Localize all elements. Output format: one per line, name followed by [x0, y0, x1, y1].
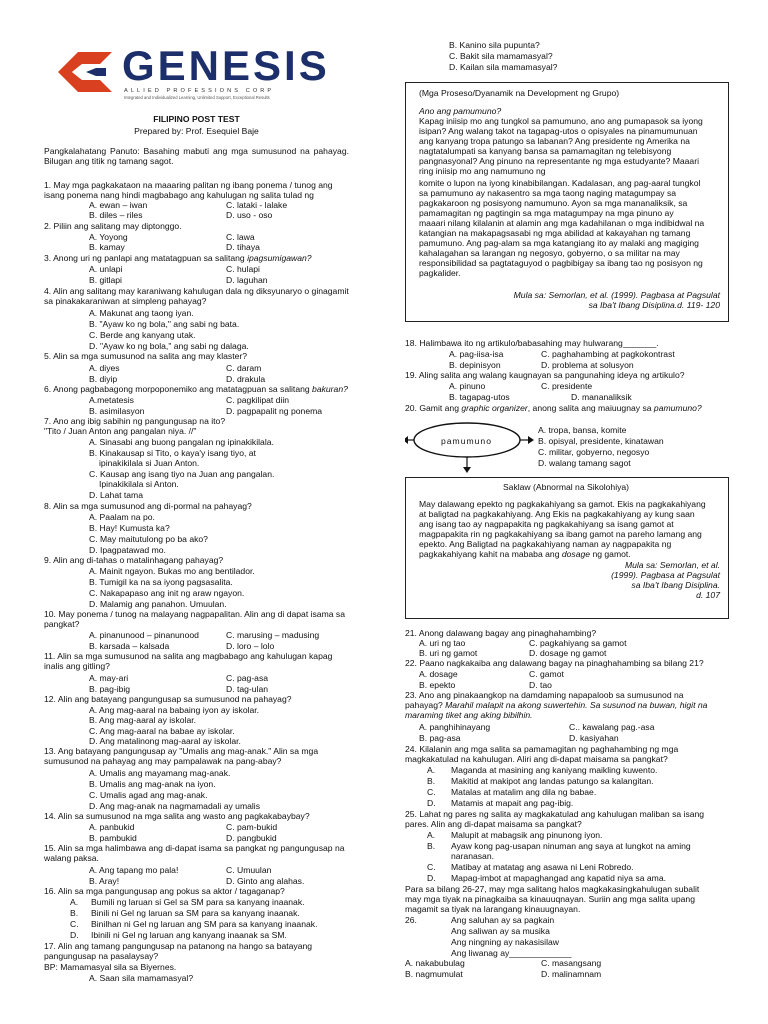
q26-option-a[interactable]: A. nakabubulag — [405, 958, 465, 968]
q3-option-a[interactable]: A. unlapi — [89, 264, 123, 274]
q15-text: 15. Alin sa mga halimbawa ang di-dapat isama sa pangkat ng pangungusap na — [44, 843, 345, 853]
q16-option-d[interactable]: Ibinili ni Gel ng laruan ang kanyang inaanak sa SM. — [91, 930, 287, 940]
box2-citation-4: d. 107 — [696, 590, 720, 600]
q13-text: 13. Ang batayang pangungusap ay "Umalis ang mag-anak." Alin sa mga — [44, 746, 319, 756]
q3-text: 3. Anong uri ng panlapi ang matatagpuan sa salitang ipagsumigawan? — [44, 253, 312, 263]
q12-text: 12. Alin ang batayang pangungusap sa sumusunod na pahayag? — [44, 694, 292, 704]
q12-option-a[interactable]: A. Ang mag-aaral na babaing iyon ay iskolar. — [89, 705, 260, 715]
q20-text: 20. Gamit ang graphic organizer, anong salita ang maiuugnay sa pamumuno? — [405, 403, 702, 413]
q11-text: 11. Alin sa mga sumusunod na salita ang magbabago ang kahulugan kapag — [44, 651, 333, 661]
q16-option-c[interactable]: Binilhan ni Gel ng laruan ang SM para sa kanyang inaanak. — [91, 919, 318, 929]
q7-text: 7. Ano ang ibig sabihin ng pangungusap na ito? — [44, 416, 226, 426]
q18-option-d[interactable]: D. problema at solusyon — [541, 360, 634, 370]
q13-option-a[interactable]: A. Umalis ang mayamang mag-anak. — [89, 768, 231, 778]
q7-quote: "Tito / Juan Anton ang pangalan niya. //" — [44, 426, 197, 436]
box1-line: kahalagahan sa larangan ng negosyo, gobyerno, o sa militar na may — [419, 248, 680, 258]
box1-line: ang kanyang tropa patungo sa labanan? Ang presidente ng Amerika na — [419, 136, 690, 146]
q22-option-a[interactable]: A. dosage — [419, 669, 458, 679]
q24-text: 24. Kilalanin ang mga salita sa pamamagitan ng paghahambing ng mga — [405, 744, 679, 754]
q24-option-d[interactable]: Matamis at mapait ang pag-ibig. — [451, 798, 574, 808]
q2-option-b[interactable]: B. kamay — [89, 242, 125, 252]
box1-citation: Mula sa: Semorlan, et al. (1999). Pagbasa at Pagsulat — [513, 290, 720, 300]
q25-option-b-letter[interactable]: B. — [427, 841, 436, 851]
instructions: Pangkalahatang Panuto: Basahing mabuti ang mga sumusunod na pahayag. Bilugan ang titik ng tamang sagot. — [44, 146, 349, 167]
box1-line: maaari nilang kilalanin at alamin ang mga kadahilanan o mga indibidwal na — [419, 218, 705, 228]
q21-option-d[interactable]: D. dosage ng gamot — [529, 648, 607, 658]
q24-option-b-letter[interactable]: B. — [427, 776, 436, 786]
q8-option-b[interactable]: B. Hay! Kumusta ka? — [89, 523, 170, 533]
q16-option-a[interactable]: Bumili ng laruan si Gel sa SM para sa kanyang inaanak. — [91, 897, 305, 907]
q17-option-b[interactable]: B. Kanino sila pupunta? — [449, 40, 540, 50]
q16-option-a-letter[interactable]: A. — [70, 897, 79, 907]
q13-option-c[interactable]: C. Umalis agad ang mag-anak. — [89, 790, 208, 800]
q22-option-d[interactable]: D. tao — [529, 680, 552, 690]
q16-option-b[interactable]: Binili ni Gel ng laruan sa SM para sa kanyang inaanak. — [91, 908, 300, 918]
q2-option-c[interactable]: C. lawa — [226, 232, 255, 242]
q24-option-c-letter[interactable]: C. — [427, 787, 436, 797]
q1-option-a[interactable]: A. ewan – iwan — [89, 200, 148, 210]
q6-text: 6. Anong pagbabagong morpoponemiko ang matatagpuan sa salitang bakuran? — [44, 384, 348, 394]
q19-option-b[interactable]: B. tagapag-utos — [449, 392, 510, 402]
box1-line: pamumuno. Ang pag-alam sa mga katangiang ito ay malaki ang magiging — [419, 238, 699, 248]
q1-option-d[interactable]: D. uso - oso — [226, 210, 273, 220]
q2-option-a[interactable]: A. Yoyong — [89, 232, 128, 242]
q26-number: 26. — [405, 915, 417, 925]
q6-option-d[interactable]: D. pagpapalit ng ponema — [226, 406, 323, 416]
q26-intro-2: may mga tiyak na pinagkaiba sa kinauuqnayan. Suriin ang mga salita upang — [405, 894, 695, 904]
q4-option-a[interactable]: A. Makunat ang taong iyan. — [89, 308, 194, 318]
q4-option-d[interactable]: D. "Ayaw ko ng bola," ang sabi ng dalaga. — [89, 341, 249, 351]
q8-text: 8. Alin sa mga sumusunod ang di-pormal na pahayag? — [44, 501, 252, 511]
box2-line: May dalawang epekto ng pagkakahiyang sa gamot. Ekis na pagkakahiyang — [419, 499, 706, 509]
box1-line: komite o lupon na iyong kinabibilangan. Kadalasan, ang pag-aaral tungkol — [419, 178, 701, 188]
q24-option-a-letter[interactable]: A. — [427, 765, 436, 775]
q25-text-2: pares. Alin ang di-dapat maisama sa pangkat? — [405, 819, 582, 829]
q25-option-d[interactable]: Mapag-imbot at mapaghangad ang kapatid niya sa ama. — [451, 873, 666, 883]
box2-line: magpapakita rin ng pagkakahiyang sa ibang gamot na pareho lamang ang — [419, 529, 702, 539]
q19-option-a[interactable]: A. pinuno — [449, 381, 486, 391]
logo-subtitle: ALLIED PROFESSIONS CORP — [124, 88, 275, 94]
q20-option-c[interactable]: C. militar, gobyerno, negosyo — [538, 447, 650, 457]
q26-line: Ang saluhan ay sa pagkain — [451, 915, 555, 925]
q1-text: 1. May mga pagkakataon na maaaring palitan ng ibang ponema / tunog ang — [44, 180, 333, 190]
q11-text-2: inalis ang gitling? — [44, 661, 110, 671]
box1-citation-2: sa Iba't Ibang Disiplina.d. 119- 120 — [588, 300, 720, 310]
q20-option-a[interactable]: A. tropa, bansa, komite — [538, 425, 627, 435]
q25-option-a-letter[interactable]: A. — [427, 830, 436, 840]
q26-line: Ang ningning ay nakasisilaw — [451, 937, 559, 947]
q5-option-d[interactable]: D. drakula — [226, 374, 266, 384]
q12-option-b[interactable]: B. Ang mag-aaral ay iskolar. — [89, 715, 196, 725]
q14-option-b[interactable]: B. pambukid — [89, 833, 137, 843]
q18-option-c[interactable]: C. paghahambing at pagkokontrast — [541, 349, 675, 359]
q14-option-c[interactable]: C. pam-bukid — [226, 822, 278, 832]
q8-option-d[interactable]: D. Ipagpatawad mo. — [89, 545, 166, 555]
q26-intro-3: magamit sa tiyak na larangang kinauugnayan. — [405, 904, 581, 914]
q23-option-a[interactable]: A. panghihinayang — [419, 722, 491, 732]
prepared-by: Prepared by: Prof. Esequiel Baje — [134, 126, 259, 136]
q18-option-a[interactable]: A. pag-iisa-isa — [449, 349, 504, 359]
q17-text: 17. Alin ang tamang pangungusap na patanong na hango sa batayang — [44, 941, 313, 951]
q14-option-a[interactable]: A. panbukid — [89, 822, 135, 832]
q15-option-a[interactable]: A. Ang tapang mo pala! — [89, 865, 179, 875]
q24-option-c[interactable]: Matalas at matalim ang dila ng babae. — [451, 787, 597, 797]
q21-text: 21. Anong dalawang bagay ang pinaghahambing? — [405, 628, 597, 638]
box2-citation: Mula sa: Semorlan, et al. — [624, 560, 720, 570]
q26-line: Ang liwanag ay_____________ — [451, 948, 572, 958]
q9-option-c[interactable]: C. Nakapapaso ang init ng araw ngayon. — [89, 588, 245, 598]
q21-option-a[interactable]: A. uri ng tao — [419, 638, 466, 648]
q16-option-c-letter[interactable]: C. — [70, 919, 79, 929]
q1-text-2: isang ponema nang hindi magbabago ang kahulugan ng salita tulad ng — [44, 190, 314, 200]
q25-option-a[interactable]: Malupit at mabagsik ang pinunong iyon. — [451, 830, 603, 840]
q13-text-2: sumusunod na pahayag ang may pampalawak na pang-abay? — [44, 756, 282, 766]
q21-option-b[interactable]: B. uri ng gamot — [419, 648, 478, 658]
q5-text: 5. Alin sa mga sumusunod na salita ang may klaster? — [44, 351, 248, 361]
q22-option-b[interactable]: B. epekto — [419, 680, 456, 690]
q9-option-a[interactable]: A. Mainit ngayon. Bukas mo ang bentilador. — [89, 566, 255, 576]
q19-option-d[interactable]: D. mananaliksik — [571, 392, 632, 402]
box2-line: pagkakahiyang kahit na mababa ang dosage ng gamot. — [419, 549, 631, 559]
q3-option-b[interactable]: B. gitlapi — [89, 275, 122, 285]
q24-option-d-letter[interactable]: D. — [427, 798, 436, 808]
q26-line: Ang saliwan ay sa musika — [451, 926, 550, 936]
organizer-label: pamumuno — [441, 436, 492, 446]
q4-text: 4. Alin ang salitang may karaniwang kahulugan dala ng diksyunaryo o ginagamit — [44, 286, 349, 296]
box2-citation-2: (1999). Pagbasa at Pagsulat — [611, 570, 720, 580]
q8-option-c[interactable]: C. May maitutulong po ba ako? — [89, 534, 208, 544]
q21-option-c[interactable]: C. pagkahiyang sa gamot — [529, 638, 627, 648]
q13-option-d[interactable]: D. Ang mag-anak na nagmamadali ay umalis — [89, 801, 261, 811]
q11-option-a[interactable]: A. may-ari — [89, 673, 129, 683]
q2-text: 2. Piliin ang salitang may diptonggo. — [44, 221, 182, 231]
box1-line: sa pamumuno ay nakasentro sa mga taong naging matagumpay sa — [419, 188, 677, 198]
box1-line: isipan? Ang walang takot na tagapag-utos o opisyales na pinamumunuan — [419, 126, 698, 136]
q17-option-c[interactable]: C. Bakit sila mamamasyal? — [449, 51, 553, 61]
q10-option-a[interactable]: A. pinanunood – pinanunood — [89, 630, 199, 640]
box1-line: pagkalider. — [419, 268, 461, 278]
box1-line: nagtatalumpati sa kanyang bansa sa pamamagitan ng telebisyong — [419, 146, 672, 156]
q23-text: 23. Ano ang pinakaangkop na damdaming napapaloob sa sumusunod na — [405, 690, 684, 700]
q12-option-d[interactable]: D. Ang matalinong mag-aaral ay iskolar. — [89, 736, 241, 746]
q6-option-a[interactable]: A.metatesis — [89, 395, 134, 405]
q4-option-b[interactable]: B. "Ayaw ko ng bola," ang sabi ng bata. — [89, 319, 240, 329]
q5-option-a[interactable]: A. diyes — [89, 363, 120, 373]
q9-text: 9. Alin ang di-tahas o matalinhagang pahayag? — [44, 555, 224, 565]
q26-option-d[interactable]: D. malinamnam — [541, 969, 602, 979]
q26-option-c[interactable]: C. masangsang — [541, 958, 602, 968]
q5-option-c[interactable]: C. daram — [226, 363, 262, 373]
q23-option-b[interactable]: B. pag-asa — [419, 733, 461, 743]
q23-text-2: pahayag? Marahil malapit na akong suwertehin. Sa susunod na buwan, higit na — [405, 700, 708, 710]
q26-option-b[interactable]: B. nagmumulat — [405, 969, 463, 979]
q25-option-c-letter[interactable]: C. — [427, 862, 436, 872]
q14-text: 14. Alin sa sumusunod na mga salita ang wasto ang pagkakabaybay? — [44, 811, 310, 821]
logo-tagline: Integrated and Individualized Learning, Unlimited Support, Exceptional Results — [124, 95, 270, 100]
q15-option-d[interactable]: D. Ginto ang alahas. — [226, 876, 305, 886]
q6-option-b[interactable]: B. asimilasyon — [89, 406, 145, 416]
q10-text-2: pangkat? — [44, 619, 80, 629]
box2-line: epekto. Ang Baligtad na pagkakahiyang naman ay nagpapakita ng — [419, 539, 672, 549]
q11-option-d[interactable]: D. tag-ulan — [226, 684, 269, 694]
q1-option-b[interactable]: B. diles – riles — [89, 210, 143, 220]
q16-text: 16. Alin sa mga pangungusap ang pokus sa aktor / tagaganap? — [44, 886, 285, 896]
q14-option-d[interactable]: D. pangbukid — [226, 833, 277, 843]
q3-option-c[interactable]: C. hulapi — [226, 264, 260, 274]
q19-option-c[interactable]: C. presidente — [541, 381, 593, 391]
q25-option-b[interactable]: Ayaw kong pag-usapan ninuman ang saya at lungkot na aming — [451, 841, 691, 851]
q23-option-c[interactable]: C.. kawalang pag.-asa — [569, 722, 655, 732]
q20-option-b[interactable]: B. opisyal, presidente, kinatawan — [538, 436, 664, 446]
q15-option-c[interactable]: C. Umuulan — [226, 865, 272, 875]
q10-text: 10. May ponema / tunog na malayang nagpapalitan. Alin ang di dapat isama sa — [44, 609, 345, 619]
q24-option-a[interactable]: Maganda at masining ang kaniyang maikling kuwento. — [451, 765, 658, 775]
test-title: FILIPINO POST TEST — [153, 114, 240, 124]
box1-question: Ano ang pamumuno? — [419, 106, 502, 116]
q5-option-b[interactable]: B. diyip — [89, 374, 118, 384]
q4-option-c[interactable]: C. Berde ang kanyang utak. — [89, 330, 196, 340]
q23-text-3: maraming tiket ang aking bibilhin. — [405, 710, 533, 720]
q10-option-c[interactable]: C. marusing – madusing — [226, 630, 320, 640]
q8-option-a[interactable]: A. Paalam na po. — [89, 512, 155, 522]
q15-text-2: walang paksa. — [44, 853, 99, 863]
q13-option-b[interactable]: B. Umalis ang mag-anak na iyon. — [89, 779, 216, 789]
q25-text: 25. Lahat ng pares ng salita ay magkakatulad ang kahulugan maliban sa isang — [405, 809, 705, 819]
q1-option-c[interactable]: C. lataki - lalake — [226, 200, 288, 210]
q7-option-b-2: ipinakikilala si Juan Anton. — [99, 458, 200, 468]
q11-option-c[interactable]: C. pag-asa — [226, 673, 269, 683]
box2-line: ang isang tao ay nagpapakita ng pagkakahiyang sa isang gamot at — [419, 519, 674, 529]
q24-text-2: magkakatulad na kahulugan. Aliri ang di-dapat maisama sa pangkat? — [405, 754, 668, 764]
q7-option-b[interactable]: B. Kinakausap si Tito, o kaya'y isang tiyo, at — [89, 448, 256, 458]
q9-option-d[interactable]: D. Malamig ang panahon. Umuulan. — [89, 599, 227, 609]
q16-option-d-letter[interactable]: D. — [70, 930, 79, 940]
q15-option-b[interactable]: B. Aray! — [89, 876, 120, 886]
q12-option-c[interactable]: C. Ang mag-aaral na babae ay iskolar. — [89, 726, 235, 736]
q10-option-d[interactable]: D. loro – lolo — [226, 641, 275, 651]
box2-title: Saklaw (Abnormal na Sikolohiya) — [502, 482, 630, 492]
box2-citation-3: sa Iba't Ibang Disiplina. — [631, 580, 720, 590]
logo-wordmark: GENESIS — [122, 42, 330, 89]
q17-bp: BP: Mamamasyal sila sa Biyernes. — [44, 962, 177, 972]
genesis-logo-icon — [56, 50, 114, 94]
q2-option-d[interactable]: D. tihaya — [226, 242, 260, 252]
box1-line: ring iniisip mo ang namumuno ng — [419, 166, 546, 176]
genesis-logo — [56, 42, 346, 100]
q17-text-2: pangungusap na pasalaysay? — [44, 951, 159, 961]
q19-text: 19. Aling salita ang walang kaugnayan sa pangunahing ideya ng artikulo? — [405, 370, 685, 380]
box1-line: pagkakaroon ng posisyong namumuno. Ayon sa mga mananaliksik, sa — [419, 198, 688, 208]
q16-option-b-letter[interactable]: B. — [70, 908, 79, 918]
q22-text: 22. Paano nagkakaiba ang dalawang bagay na pinaghahambing sa bilang 21? — [405, 658, 704, 668]
q17-option-d[interactable]: D. Kailan sila mamamasyal? — [449, 62, 558, 72]
box2-line: at baligtad na pagkakahiyang. Ang Ekis na pagkakahiyang ay kung saan — [419, 509, 695, 519]
q7-option-d[interactable]: D. Lahat tama — [89, 490, 143, 500]
box1-title: (Mga Proseso/Dyanamik na Development ng Grupo) — [419, 88, 620, 98]
q18-option-b[interactable]: B. depinisyon — [449, 360, 501, 370]
q3-option-d[interactable]: D. laguhan — [226, 275, 268, 285]
q25-option-d-letter[interactable]: D. — [427, 873, 436, 883]
q25-option-c[interactable]: Matibay at matatag ang asawa ni Leni Robredo. — [451, 862, 634, 872]
q25-option-b-2: naranasan. — [451, 851, 495, 861]
q23-option-d[interactable]: D. kasiyahan — [569, 733, 619, 743]
q24-option-b[interactable]: Makitid at makipot ang landas patungo sa kalangitan. — [451, 776, 654, 786]
box1-line: pangnasyonal? Ang pinuno na representante ng mga estudyante? Maaari — [419, 156, 699, 166]
q10-option-b[interactable]: B. karsada – kalsada — [89, 641, 170, 651]
q18-text: 18. Halimbawa ito ng artikulo/babasahing may hulwarang_______. — [405, 338, 659, 348]
q7-option-a[interactable]: A. Sinasabi ang buong pangalan ng ipinakikilala. — [89, 437, 274, 447]
q22-option-c[interactable]: C. gamot — [529, 669, 564, 679]
q20-option-d[interactable]: D. walang tamang sagot — [538, 458, 631, 468]
box1-line: pamamagitan ng pagtingin sa mga matagumpay na mga pinuno ay — [419, 208, 674, 218]
box1-line: responsibilidad sa pagtataguyod o pagbibigay sa ibang tao ng posisyon ng — [419, 258, 703, 268]
box1-line: Kapag iniisip mo ang tungkol sa pamumuno, ano ang pumapasok sa iyong — [419, 116, 703, 126]
q7-option-c-2: Ipinakikilala si Anton. — [99, 479, 179, 489]
q7-option-c[interactable]: C. Kausap ang isang tiyo na Juan ang pangalan. — [89, 469, 275, 479]
q11-option-b[interactable]: B. pag-ibig — [89, 684, 131, 694]
q17-option-a[interactable]: A. Saan sila mamamasyal? — [89, 973, 194, 983]
q26-intro: Para sa bilang 26-27, may mga salitang halos magkakasingkahulugan subalit — [405, 884, 700, 894]
q4-text-2: sa pinakakaraniwan at simpleng pahayag? — [44, 296, 207, 306]
q6-option-c[interactable]: C. pagkilipat diin — [226, 395, 290, 405]
q9-option-b[interactable]: B. Tumigil ka na sa iyong pagsasalita. — [89, 577, 233, 587]
box1-line: katangian na makapagsasabi ng mga abilidad at kakayahan ng tamang — [419, 228, 691, 238]
